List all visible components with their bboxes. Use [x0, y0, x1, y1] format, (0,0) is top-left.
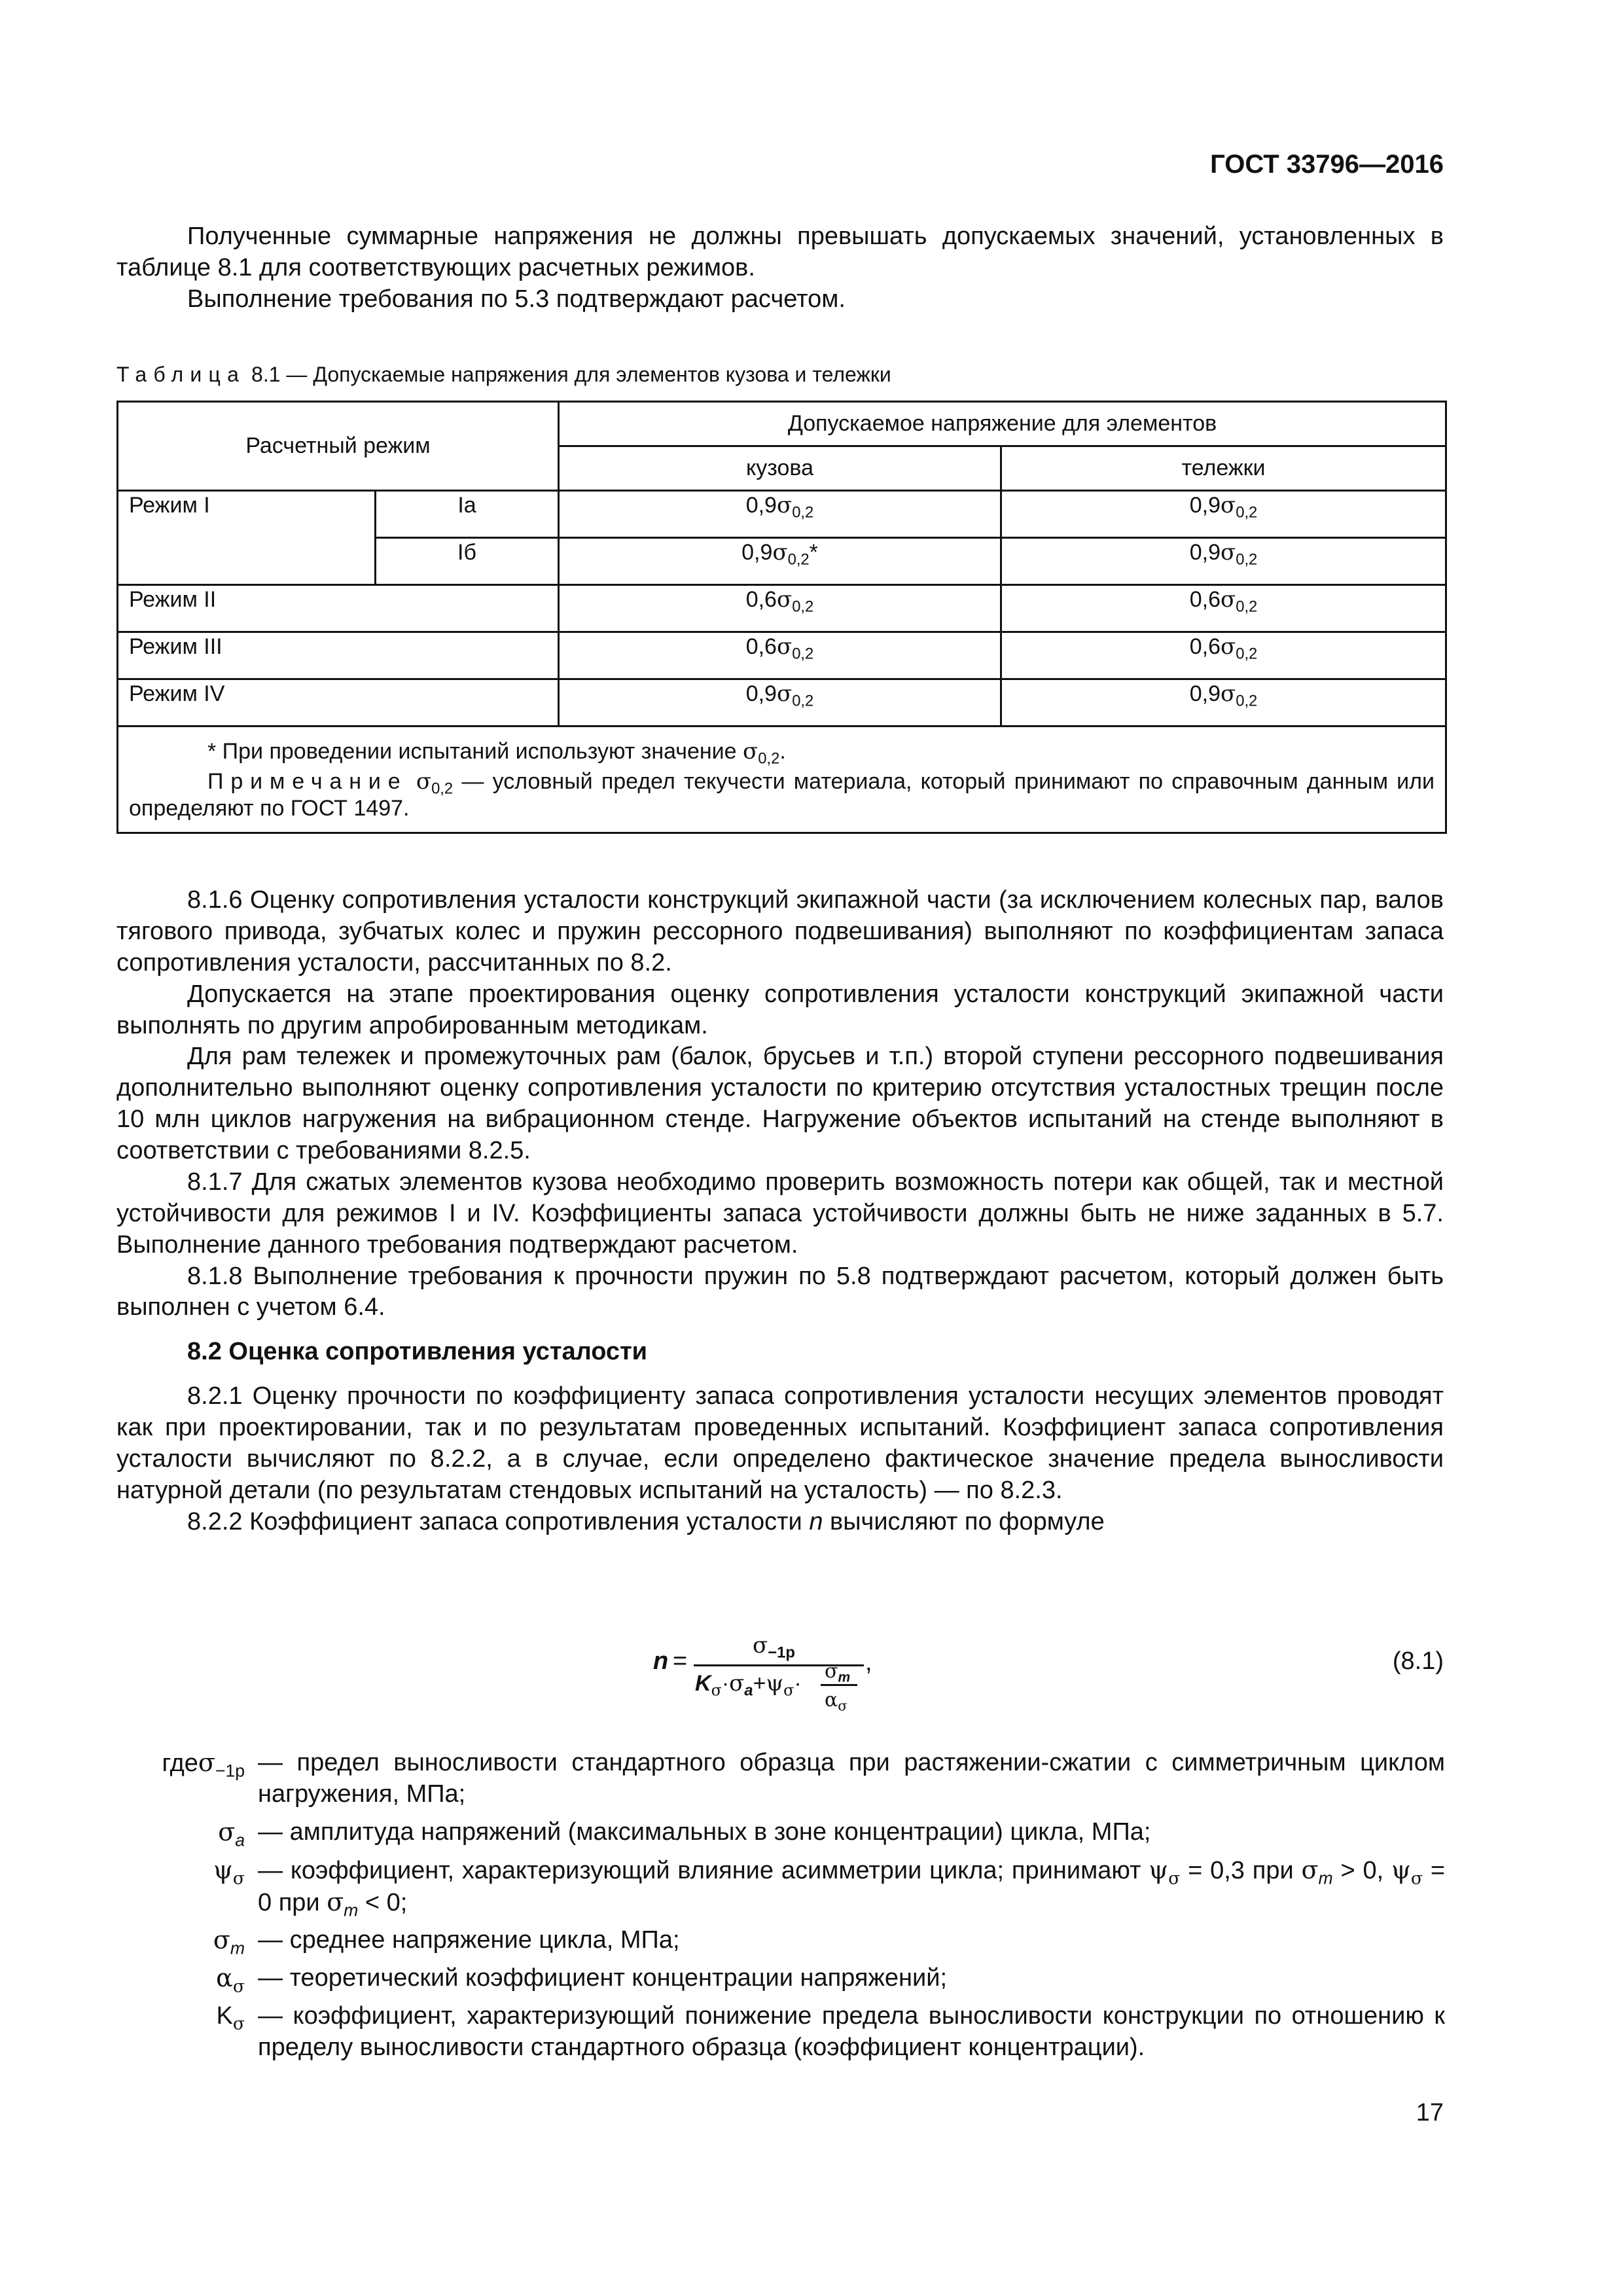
row-body-value: $0,6\sigma_{0,2}$ [559, 632, 1001, 679]
table-caption [116, 361, 891, 387]
table-row [118, 632, 1446, 679]
paragraph-8-1-8: 8.1.8 Выполнение требования к прочности пружин по 5.8 подтверждают расчетом, который должен быть выполнен с учетом 6.4. [116, 1262, 1444, 1321]
row-bogie-value: $0,9\sigma_{0,2}$ [1001, 491, 1446, 538]
row-bogie-value: $0,9\sigma_{0,2}$ [1001, 538, 1446, 585]
definition-row: $K_\sigma$ — коэффициент, характеризующий понижение предела выносливости конструкции по отношению к пределу выносливости стандартного образца (коэффициент концентрации). [216, 2002, 1445, 2061]
formula-denominator: $K_\sigma\cdot\sigma_a+\psi_\sigma\cdot$ [695, 1670, 802, 1700]
formula-inner-denominator: $\alpha_\sigma$ [825, 1689, 847, 1714]
definition-row: гдеσ$_{-1p}$ — предел выносливости стандартного образца при растяжении-сжатии с симметричным циклом нагружения, МПа; [162, 1748, 1446, 1808]
section-title-8-2: 8.2 Оценка сопротивления усталости [187, 1338, 648, 1366]
intro-paragraph-1: Полученные суммарные напряжения не должны превышать допускаемых значений, установленных в таблице 8.1 для соответствующих расчетных режимов. [116, 223, 1444, 281]
row-bogie-value: $0,6\sigma_{0,2}$ [1001, 632, 1446, 679]
formula-8-1 [653, 1633, 889, 1725]
row-body-value: $0,9\sigma_{0,2}$ [559, 491, 1001, 538]
row-mode: Режим IV [118, 679, 559, 726]
document-id-header: ГОСТ 33796—2016 [1210, 150, 1444, 179]
paragraph-8-2-2: 8.2.2 Коэффициент запаса сопротивления усталости n вычисляют по формуле [187, 1507, 1105, 1535]
intro-block [116, 221, 1444, 315]
page-number: 17 [1416, 2099, 1444, 2126]
formula-comma: , [865, 1649, 872, 1676]
row-mode: Режим III [118, 632, 559, 679]
definition-row: $\psi_\sigma$ — коэффициент, характеризующий влияние асимметрии цикла; принимают $\psi_\sigma = 0,3$ при $\sigma_m > 0$, $\psi_\sigma = 0$ при $\sigma_m < 0$; [213, 1855, 1446, 1920]
intro-paragraph-2: Выполнение требования по 5.3 подтверждают расчетом. [187, 285, 846, 313]
row-submode: Iб [376, 538, 559, 585]
table-note: Примечание $\sigma_{0,2}$ — условный предел текучести материала, который принимают по справочным данным или определяют по ГОСТ 1497. [129, 768, 1435, 821]
definition-row: $\sigma_m$ — среднее напряжение цикла, МПа; [213, 1926, 680, 1958]
formula-inner-numerator: $\sigma_m$ [825, 1660, 851, 1685]
formula-equals: = [673, 1647, 688, 1675]
header-allowed-stress: Допускаемое напряжение для элементов [559, 402, 1446, 446]
table-row [118, 585, 1446, 632]
header-mode: Расчетный режим [118, 402, 559, 491]
table-footnotes [118, 726, 1446, 833]
paragraph-8-1-7: 8.1.7 Для сжатых элементов кузова необходимо проверить возможность потери как общей, так и местной устойчивости для режимов I и IV. Коэффициенты запаса устойчивости должны быть не ниже заданных в 5.7. Выполнение данного требования подтверждают расчетом. [116, 1168, 1444, 1259]
row-submode: Iа [376, 491, 559, 538]
paragraph-8-1-6: 8.1.6 Оценку сопротивления усталости конструкций экипажной части (за исключением колесных пар, валов тягового привода, зубчатых колес и пружин рессорного подвешивания) выполняют по коэффициентам запаса сопротивления усталости, рассчитанных по 8.2. [116, 886, 1444, 977]
inner-fraction-bar [821, 1684, 857, 1686]
definitions-list [116, 1748, 1445, 2070]
table-row [118, 491, 1446, 538]
main-text-block [116, 885, 1444, 1538]
formula-numerator: $\sigma_{-1p}$ [753, 1632, 795, 1662]
paragraph-8-1-6-b: Допускается на этапе проектирования оценку сопротивления усталости конструкций экипажной части выполнять по другим апробированным методикам. [116, 980, 1444, 1039]
paragraph-8-1-6-c: Для рам тележек и промежуточных рам (балок, брусьев и т.п.) второй ступени рессорного подвешивания дополнительно выполняют оценку сопротивления усталости по критерию отсутствия усталостных трещин после 10 млн циклов нагружения на вибрационном стенде. Нагружение объектов испытаний на стенде выполняют в соответствии с требованиями 8.2.5. [116, 1043, 1444, 1164]
row-body-value: $0,6\sigma_{0,2}$ [559, 585, 1001, 632]
row-body-value: $0,9\sigma_{0,2}$ [559, 679, 1001, 726]
row-body-value: $0,9\sigma_{0,2}*$ [559, 538, 1001, 585]
formula-number: (8.1) [1392, 1647, 1444, 1675]
table-caption-text: 8.1 — Допускаемые напряжения для элементов кузова и тележки [251, 363, 891, 386]
header-body: кузова [559, 446, 1001, 491]
table-caption-label: Таблица [116, 363, 246, 386]
definition-row: $\alpha_\sigma$ — теоретический коэффициент концентрации напряжений; [216, 1964, 948, 1997]
table-row [118, 679, 1446, 726]
footnote-star: * При проведении испытаний используют значение $\sigma_{0,2}$. [207, 738, 786, 768]
formula-lhs: n [653, 1647, 669, 1675]
definition-row: $\sigma_a$ — амплитуда напряжений (максимальных в зоне концентрации) цикла, МПа; [218, 1817, 1151, 1850]
paragraph-8-2-1: 8.2.1 Оценку прочности по коэффициенту запаса сопротивления усталости несущих элементов проводят как при проектировании, так и по результатам проведенных испытаний. Коэффициент запаса сопротивления усталости вычисляют по 8.2.2, а в случае, если определено фактическое значение предела выносливости натурной детали (по результатам стендовых испытаний на усталость) — по 8.2.3. [116, 1382, 1444, 1504]
row-bogie-value: $0,6\sigma_{0,2}$ [1001, 585, 1446, 632]
row-mode: Режим I [118, 491, 376, 585]
header-bogie: тележки [1001, 446, 1446, 491]
row-bogie-value: $0,9\sigma_{0,2}$ [1001, 679, 1446, 726]
allowed-stress-table [116, 401, 1445, 834]
row-mode: Режим II [118, 585, 559, 632]
